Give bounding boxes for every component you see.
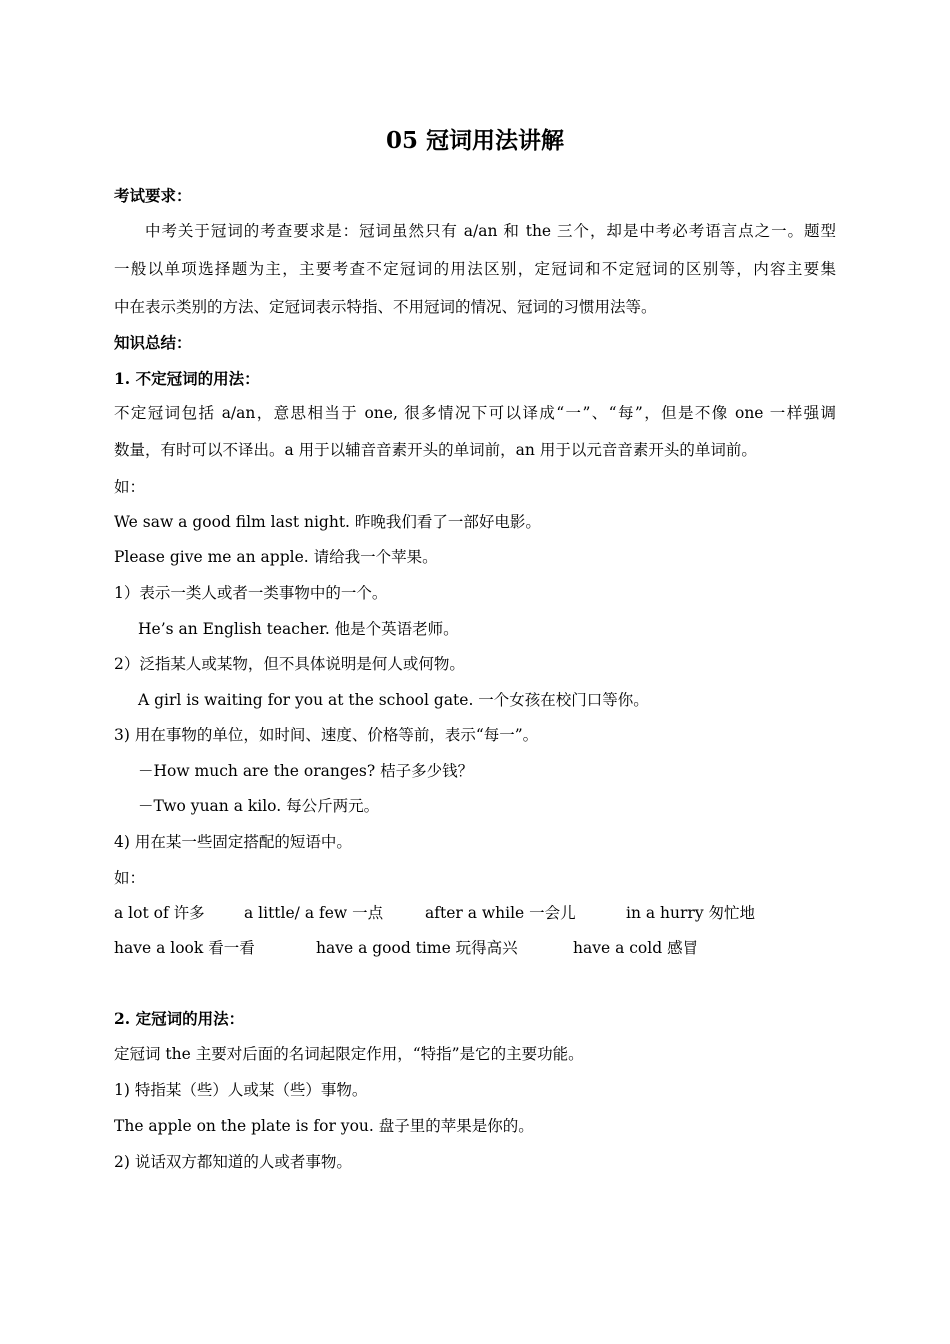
usage-item: 1) 特指某（些）人或某（些）事物。 — [114, 1081, 368, 1099]
usage-example: A girl is waiting for you at the school gate. 一个女孩在校门口等你。 — [138, 691, 649, 709]
page-title: 05 冠词用法讲解 — [385, 127, 564, 154]
example-sentence: Please give me an apple. 请给我一个苹果。 — [114, 548, 438, 566]
usage-item: 2）泛指某人或某物，但不具体说明是何人或何物。 — [114, 655, 465, 673]
example-label: 如： — [114, 869, 146, 887]
example-sentence: We saw a good film last night. 昨晚我们看了一部好电影。 — [114, 513, 541, 531]
exam-requirements-line-1: 中考关于冠词的考查要求是：冠词虽然只有 a/an 和 the 三个，却是中考必考语言点之一。题型 — [145, 222, 836, 240]
exam-requirements-line-3: 中在表示类别的方法、定冠词表示特指、不用冠词的情况、冠词的习惯用法等。 — [114, 298, 657, 316]
knowledge-summary-heading: 知识总结： — [114, 333, 192, 352]
section-2-paragraph: 定冠词 the 主要对后面的名词起限定作用，“特指”是它的主要功能。 — [114, 1045, 584, 1063]
exam-requirements-line-2: 一般以单项选择题为主，主要考查不定冠词的用法区别，定冠词和不定冠词的区别等，内容主要集 — [114, 260, 836, 278]
usage-example: He’s an English teacher. 他是个英语老师。 — [138, 620, 459, 638]
section-1-paragraph-line-1: 不定冠词包括 a/an，意思相当于 one, 很多情况下可以译成“一”、“每”，但是不像 one 一样强调 — [114, 404, 836, 422]
usage-item: 3) 用在事物的单位，如时间、速度、价格等前，表示“每一”。 — [114, 726, 539, 744]
phrase-item: a lot of 许多 — [114, 904, 205, 922]
section-2-heading: 2. 定冠词的用法： — [114, 1009, 245, 1028]
usage-item: 4) 用在某一些固定搭配的短语中。 — [114, 833, 352, 851]
example-label: 如： — [114, 478, 146, 496]
usage-example: －How much are the oranges? 桔子多少钱？ — [138, 762, 474, 780]
usage-item: 1）表示一类人或者一类事物中的一个。 — [114, 584, 388, 602]
section-1-paragraph-line-2: 数量，有时可以不译出。a 用于以辅音音素开头的单词前，an 用于以元音音素开头的单词前。 — [114, 441, 757, 459]
phrase-item: have a good time 玩得高兴 — [316, 939, 518, 957]
phrase-item: after a while 一会儿 — [425, 904, 576, 922]
usage-example: The apple on the plate is for you. 盘子里的苹果是你的。 — [114, 1117, 534, 1135]
usage-example: －Two yuan a kilo. 每公斤两元。 — [138, 797, 380, 815]
exam-requirements-heading: 考试要求： — [114, 186, 192, 205]
phrase-item: have a look 看一看 — [114, 939, 255, 957]
section-1-heading: 1. 不定冠词的用法： — [114, 369, 260, 388]
phrase-item: have a cold 感冒 — [573, 939, 699, 957]
usage-item: 2) 说话双方都知道的人或者事物。 — [114, 1153, 352, 1171]
phrase-item: in a hurry 匆忙地 — [626, 904, 756, 922]
phrase-item: a little/ a few 一点 — [244, 904, 384, 922]
